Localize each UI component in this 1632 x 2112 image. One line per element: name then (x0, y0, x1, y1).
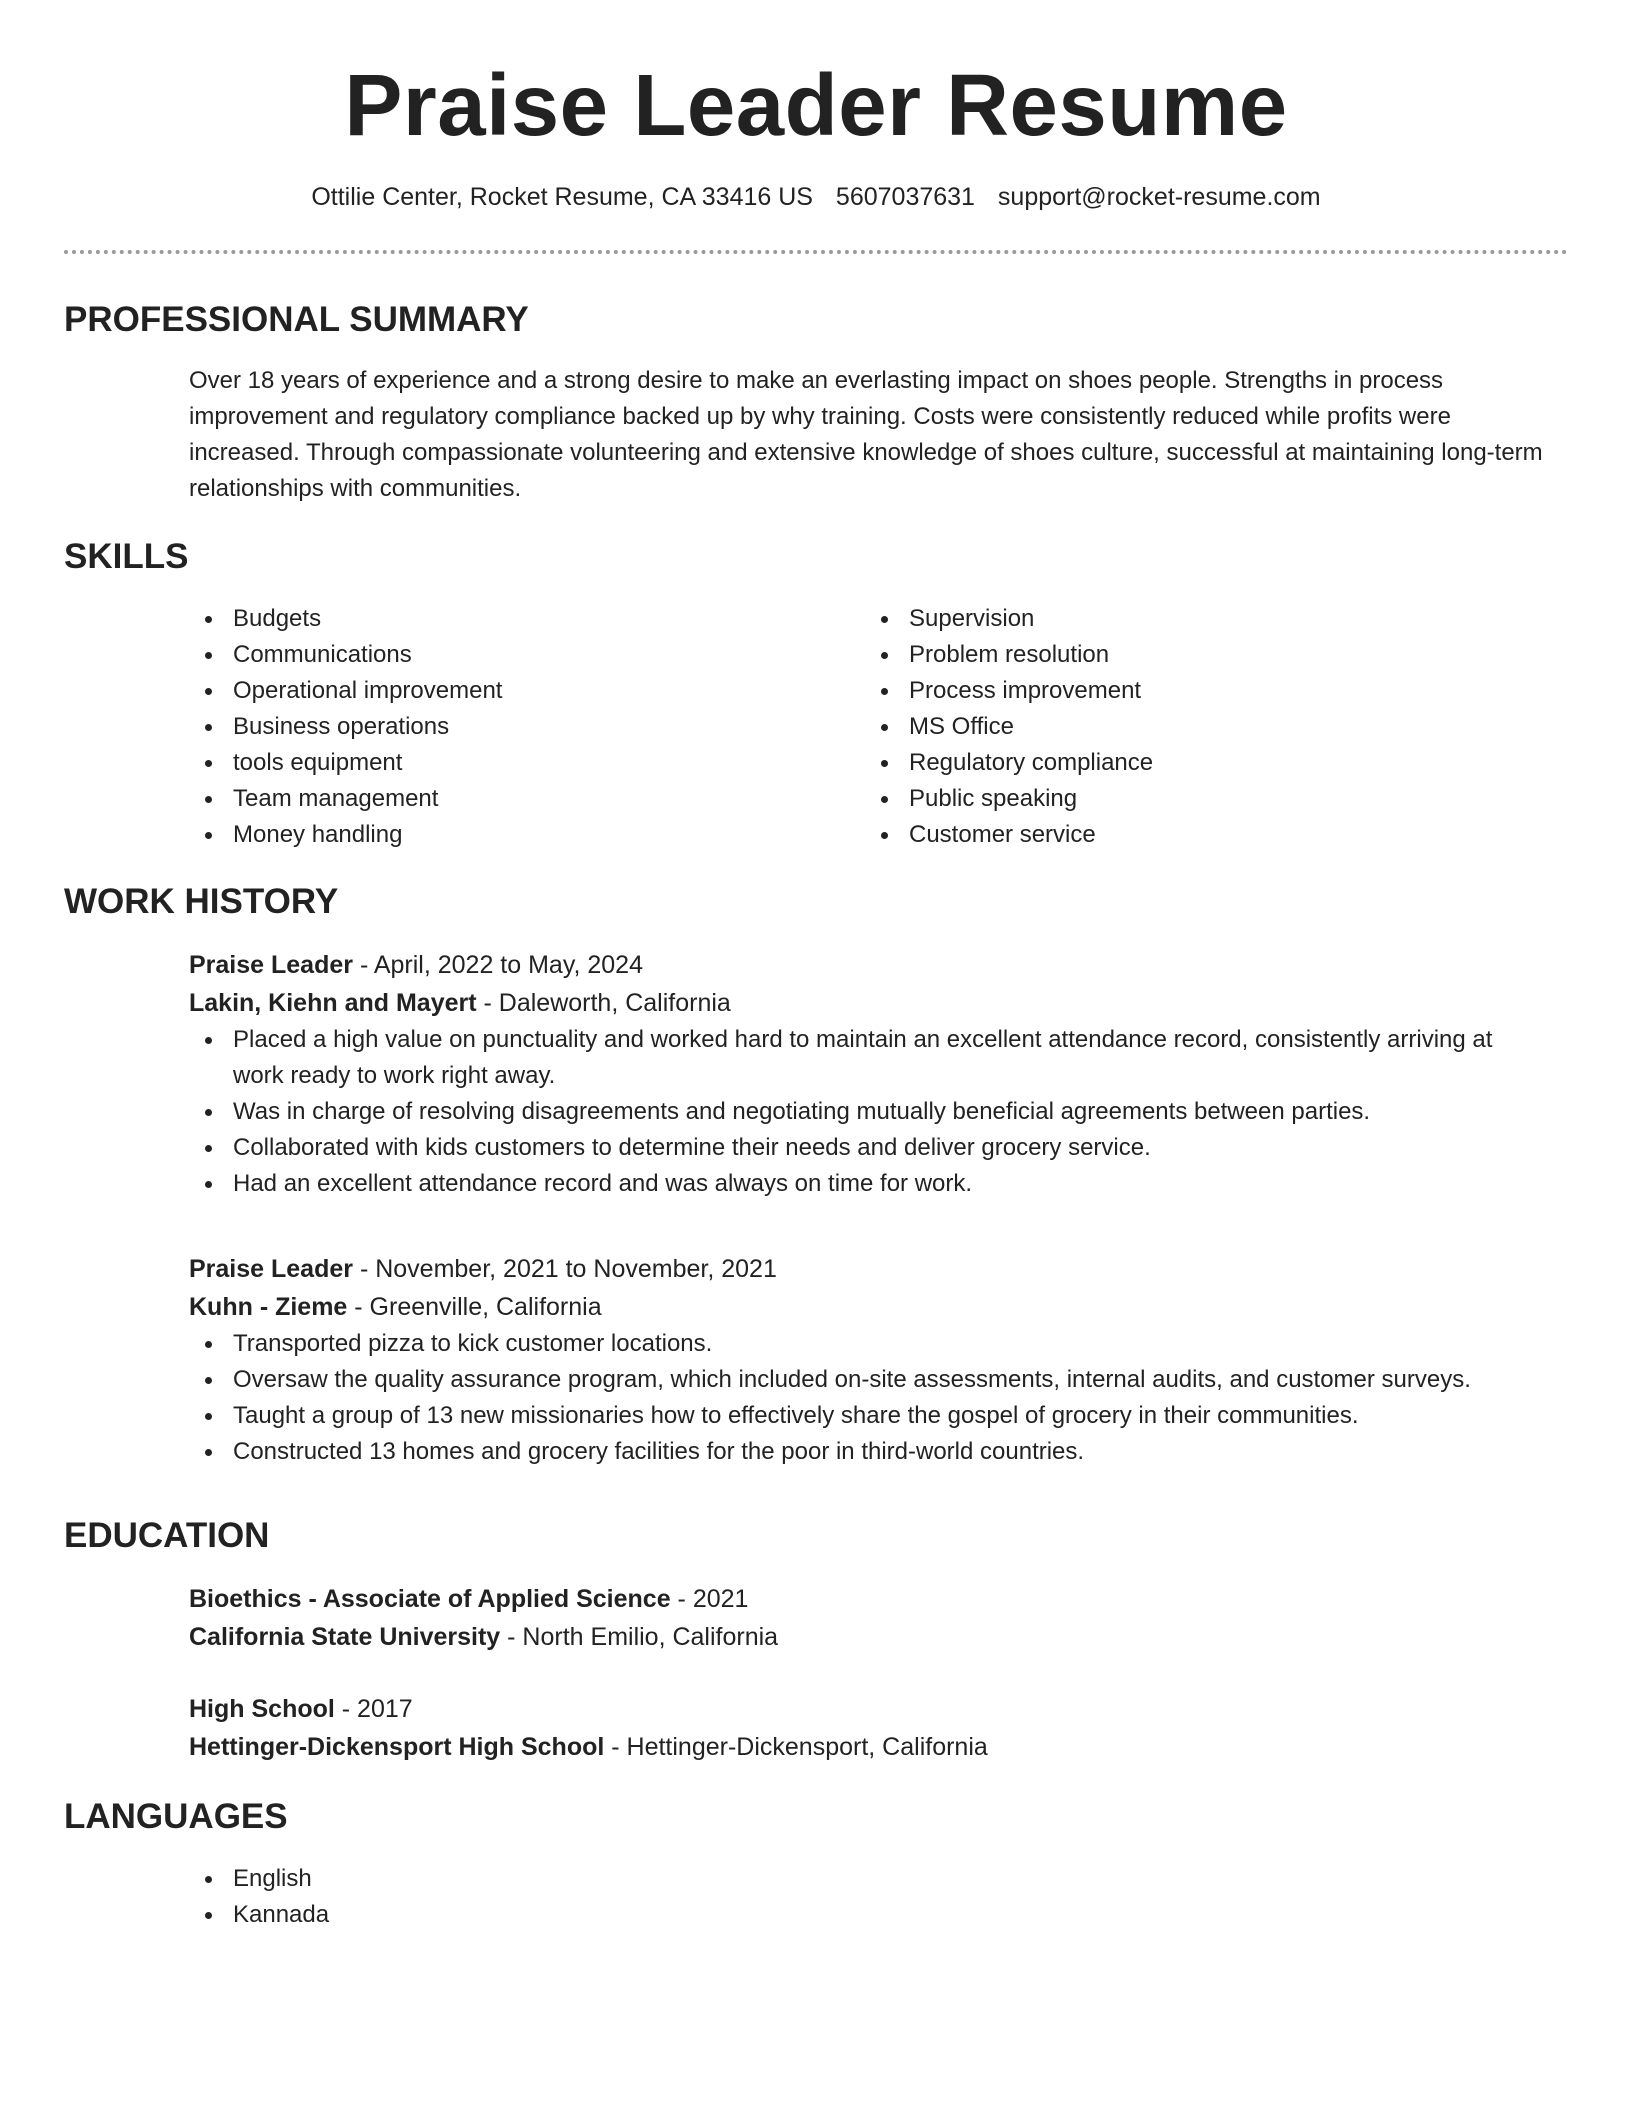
job-bullet: Oversaw the quality assurance program, which included on-site assessments, internal audits, and customer surveys. (189, 1362, 1549, 1398)
skill-item: Money handling (189, 817, 829, 853)
work-heading: WORK HISTORY (64, 882, 339, 921)
education-school-line (189, 1728, 1549, 1766)
education-degree-line (189, 1690, 1549, 1728)
job-entry (189, 1250, 1549, 1470)
education-school-line (189, 1618, 1549, 1656)
job-bullet: Had an excellent attendance record and was always on time for work. (189, 1166, 1549, 1202)
job-bullet: Collaborated with kids customers to determine their needs and deliver grocery service. (189, 1130, 1549, 1166)
job-location: - Daleworth, California (476, 989, 731, 1017)
job-dates: - November, 2021 to November, 2021 (353, 1255, 777, 1283)
education-school: California State University (189, 1623, 501, 1651)
education-degree-line (189, 1580, 1549, 1618)
job-entry (189, 946, 1549, 1202)
education-degree: High School (189, 1695, 335, 1723)
job-location: - Greenville, California (347, 1293, 602, 1321)
job-bullet: Transported pizza to kick customer locations. (189, 1326, 1549, 1362)
education-year: - 2017 (334, 1695, 413, 1723)
job-bullets (189, 1022, 1549, 1202)
skill-item: Regulatory compliance (865, 745, 1505, 781)
languages-list (189, 1861, 1549, 1933)
contact-address: Ottilie Center, Rocket Resume, CA 33416 US (311, 183, 813, 211)
education-school: Hettinger-Dickensport High School (189, 1733, 605, 1761)
job-title-line (189, 946, 1549, 984)
skill-item: tools equipment (189, 745, 829, 781)
job-title-line (189, 1250, 1549, 1288)
education-location: - Hettinger-Dickensport, California (604, 1733, 988, 1761)
language-item: English (189, 1861, 1549, 1897)
header-divider (64, 250, 1568, 254)
education-heading: EDUCATION (64, 1516, 270, 1555)
languages-heading: LANGUAGES (64, 1797, 288, 1836)
job-bullet: Constructed 13 homes and grocery facilities for the poor in third-world countries. (189, 1434, 1549, 1470)
education-entry (189, 1690, 1549, 1766)
job-bullet: Was in charge of resolving disagreements and negotiating mutually beneficial agreements between parties. (189, 1094, 1549, 1130)
contact-phone: 5607037631 (835, 183, 975, 211)
education-entry (189, 1580, 1549, 1656)
skill-item: Communications (189, 637, 829, 673)
job-company-line (189, 984, 1549, 1022)
job-dates: - April, 2022 to May, 2024 (353, 951, 643, 979)
education-degree: Bioethics - Associate of Applied Science (189, 1585, 671, 1613)
job-company: Lakin, Kiehn and Mayert (189, 989, 477, 1017)
skill-item: Team management (189, 781, 829, 817)
skills-heading: SKILLS (64, 537, 189, 576)
skill-item: Problem resolution (865, 637, 1505, 673)
skills-column-right (865, 601, 1505, 853)
resume-title: Praise Leader Resume (344, 57, 1288, 154)
job-bullets (189, 1326, 1549, 1470)
education-year: - 2021 (670, 1585, 749, 1613)
language-item: Kannada (189, 1897, 1549, 1933)
skill-item: Operational improvement (189, 673, 829, 709)
skills-column-left (189, 601, 829, 853)
skill-item: Public speaking (865, 781, 1505, 817)
job-bullet: Placed a high value on punctuality and worked hard to maintain an excellent attendance record, consistently arriving at work ready to work right away. (189, 1022, 1549, 1094)
job-company-line (189, 1288, 1549, 1326)
summary-text: Over 18 years of experience and a strong desire to make an everlasting impact on shoes people. Strengths in process improvement and regulatory compliance backed up by why training. Costs were consistently reduced while profits were increased. Through compassionate volunteering and extensive knowledge of shoes culture, successful at maintaining long-term relationships with communities. (189, 367, 1543, 502)
skill-item: Customer service (865, 817, 1505, 853)
job-bullet: Taught a group of 13 new missionaries how to effectively share the gospel of grocery in their communities. (189, 1398, 1549, 1434)
contact-line (0, 180, 1632, 214)
summary-heading: PROFESSIONAL SUMMARY (64, 300, 529, 339)
job-role: Praise Leader (189, 1255, 353, 1283)
skill-item: Budgets (189, 601, 829, 637)
education-location: - North Emilio, California (500, 1623, 779, 1651)
job-company: Kuhn - Zieme (189, 1293, 348, 1321)
skill-item: Supervision (865, 601, 1505, 637)
job-role: Praise Leader (189, 951, 353, 979)
skill-item: Process improvement (865, 673, 1505, 709)
contact-email: support@rocket-resume.com (997, 183, 1321, 211)
skill-item: MS Office (865, 709, 1505, 745)
skill-item: Business operations (189, 709, 829, 745)
